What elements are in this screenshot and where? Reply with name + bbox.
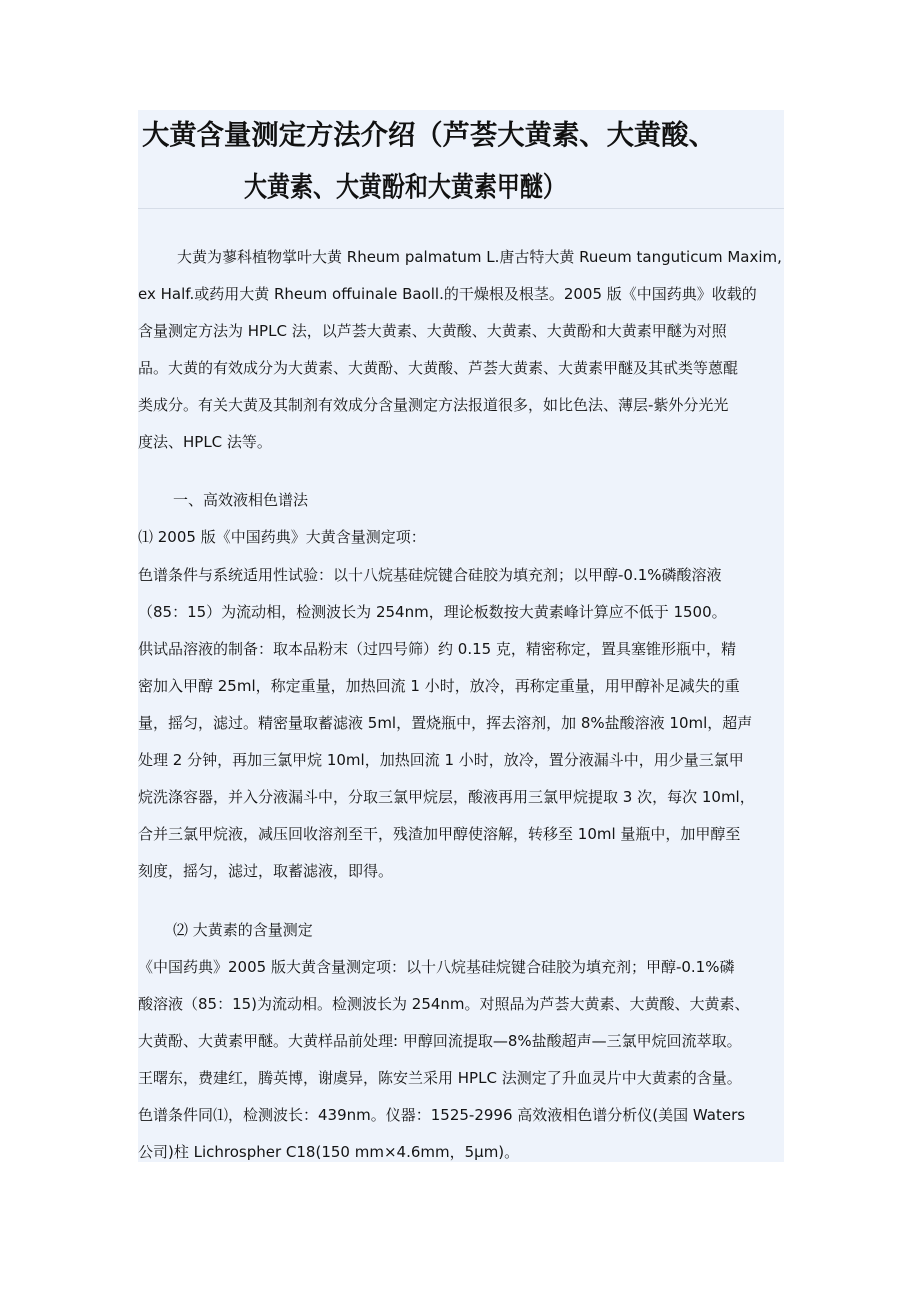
body-line: （85：15）为流动相，检测波长为 254nm，理论板数按大黄素峰计算应不低于 1500。: [138, 603, 727, 621]
body-line: 烷洗涤容器，并入分液漏斗中，分取三氯甲烷层，酸液再用三氯甲烷提取 3 次，每次 10ml，: [138, 788, 755, 806]
body-line: 大黄酚、大黄素甲醚。大黄样品前处理: 甲醇回流提取—8%盐酸超声—三氯甲烷回流萃取。: [138, 1032, 742, 1050]
item-heading: ⑵ 大黄素的含量测定: [173, 921, 313, 939]
intro-line: ex Half.或药用大黄 Rheum offuinale Baoll.的干燥根及根茎。2005 版《中国药典》收载的: [138, 285, 757, 303]
intro-line: 含量测定方法为 HPLC 法，以芦荟大黄素、大黄酸、大黄素、大黄酚和大黄素甲醚为对照: [138, 322, 727, 340]
intro-line: 度法、HPLC 法等。: [138, 433, 272, 451]
body-line: 密加入甲醇 25ml，称定重量，加热回流 1 小时，放冷，再称定重量，用甲醇补足减失的重: [138, 677, 740, 695]
body-line: 合并三氯甲烷液，减压回收溶剂至干，残渣加甲醇使溶解，转移至 10ml 量瓶中，加甲醇至: [138, 825, 741, 843]
title-divider: [138, 208, 784, 209]
intro-line: 类成分。有关大黄及其制剂有效成分含量测定方法报道很多，如比色法、薄层-紫外分光光: [138, 396, 729, 414]
title-line-1: 大黄含量测定方法介绍（芦荟大黄素、大黄酸、: [142, 119, 716, 151]
body-line: 刻度，摇匀，滤过，取蓄滤液，即得。: [138, 862, 394, 880]
body-line: 供试品溶液的制备：取本品粉末（过四号筛）约 0.15 克，精密称定，置具塞锥形瓶中，精: [138, 640, 736, 658]
body-line: 王曙东，费建红，腾英博，谢虞异，陈安兰采用 HPLC 法测定了升血灵片中大黄素的含量。: [138, 1069, 742, 1087]
body-line: 酸溶液（85：15)为流动相。检测波长为 254nm。对照品为芦荟大黄素、大黄酸、大黄素、: [138, 995, 750, 1013]
body-line: 色谱条件同⑴，检测波长：439nm。仪器：1525-2996 高效液相色谱分析仪(美国 Waters: [138, 1106, 746, 1124]
document-page: [138, 110, 784, 1162]
body-line: 公司)柱 Lichrospher C18(150 mm×4.6mm，5μm)。: [138, 1143, 520, 1161]
item-heading: ⑴ 2005 版《中国药典》大黄含量测定项：: [138, 528, 426, 546]
intro-line: 品。大黄的有效成分为大黄素、大黄酚、大黄酸、芦荟大黄素、大黄素甲醚及其甙类等蒽醌: [138, 359, 739, 377]
section-heading: 一、高效液相色谱法: [173, 491, 309, 509]
body-line: 处理 2 分钟，再加三氯甲烷 10ml，加热回流 1 小时，放冷，置分液漏斗中，用少量三氯甲: [138, 751, 744, 769]
body-line: 色谱条件与系统适用性试验：以十八烷基硅烷键合硅胶为填充剂；以甲醇-0.1%磷酸溶液: [138, 566, 722, 584]
title-line-2: 大黄素、大黄酚和大黄素甲醚）: [244, 171, 566, 203]
body-line: 量，摇匀，滤过。精密量取蓄滤液 5ml，置烧瓶中，挥去溶剂，加 8%盐酸溶液 10ml，超声: [138, 714, 753, 732]
body-line: 《中国药典》2005 版大黄含量测定项：以十八烷基硅烷键合硅胶为填充剂；甲醇-0.1%磷: [138, 958, 735, 976]
intro-line: 大黄为蓼科植物掌叶大黄 Rheum palmatum L.唐古特大黄 Rueum tanguticum Maxim,: [177, 248, 782, 266]
